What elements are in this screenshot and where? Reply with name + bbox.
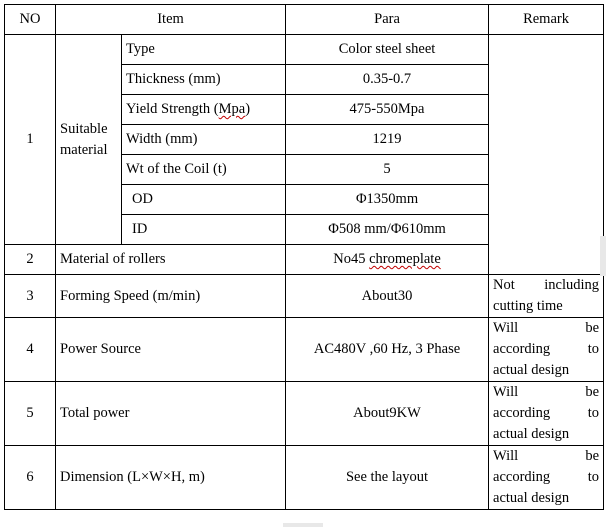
para-value: Φ1350mm bbox=[286, 185, 489, 215]
para-value: AC480V ,60 Hz, 3 Phase bbox=[286, 318, 489, 382]
remark-line: Will be bbox=[493, 448, 600, 464]
sub-item: OD bbox=[122, 185, 286, 215]
row-number: 6 bbox=[5, 446, 56, 510]
para-value: See the layout bbox=[286, 446, 489, 510]
remark-text bbox=[489, 275, 604, 318]
para-pre: No45 bbox=[333, 251, 370, 267]
para-value: Φ508 mm/Φ610mm bbox=[286, 215, 489, 245]
remark-text bbox=[489, 382, 604, 446]
para-value bbox=[286, 245, 489, 275]
header-row bbox=[5, 5, 604, 35]
sub-item: Wt of the Coil (t) bbox=[122, 155, 286, 185]
item-label: Power Source bbox=[56, 318, 286, 382]
suitable-material-line1: Suitable bbox=[60, 120, 108, 137]
remark-line: Will be bbox=[493, 384, 600, 400]
sub-item bbox=[122, 95, 286, 125]
scroll-handle-right bbox=[600, 236, 606, 276]
para-value: About30 bbox=[286, 275, 489, 318]
para-value: 1219 bbox=[286, 125, 489, 155]
remark-line: actual design bbox=[493, 490, 570, 506]
table-row bbox=[5, 318, 604, 382]
item-label: Forming Speed (m/min) bbox=[56, 275, 286, 318]
remark-line: Will be bbox=[493, 320, 600, 336]
remark-line: actual design bbox=[493, 362, 570, 378]
header-no: NO bbox=[5, 5, 56, 35]
remark-line: Not including bbox=[493, 277, 600, 293]
remark-line: according to bbox=[493, 469, 600, 485]
suitable-material-line2: material bbox=[60, 141, 108, 158]
table-row bbox=[5, 35, 604, 65]
remark-empty bbox=[489, 35, 604, 275]
spec-table bbox=[4, 4, 604, 510]
sub-item: Width (mm) bbox=[122, 125, 286, 155]
item-label: Material of rollers bbox=[56, 245, 286, 275]
sub-item-pre: Yield Strength ( bbox=[126, 101, 219, 117]
remark-line: according to bbox=[493, 341, 600, 357]
header-remark: Remark bbox=[489, 5, 604, 35]
row-number: 1 bbox=[5, 35, 56, 245]
row-number: 3 bbox=[5, 275, 56, 318]
sub-item: Type bbox=[122, 35, 286, 65]
spellcheck-word: chromeplate bbox=[369, 251, 441, 267]
remark-text bbox=[489, 446, 604, 510]
row-number: 2 bbox=[5, 245, 56, 275]
row-number: 4 bbox=[5, 318, 56, 382]
sub-item: Thickness (mm) bbox=[122, 65, 286, 95]
scroll-handle-bottom bbox=[283, 523, 323, 527]
row-number: 5 bbox=[5, 382, 56, 446]
remark-line: cutting time bbox=[493, 298, 563, 314]
header-para: Para bbox=[286, 5, 489, 35]
table-row bbox=[5, 275, 604, 318]
item-label: Dimension (L×W×H, m) bbox=[56, 446, 286, 510]
para-value: 5 bbox=[286, 155, 489, 185]
item-label: Total power bbox=[56, 382, 286, 446]
sub-item-post: ) bbox=[245, 101, 251, 117]
remark-line: according to bbox=[493, 405, 600, 421]
para-value: Color steel sheet bbox=[286, 35, 489, 65]
header-item: Item bbox=[56, 5, 286, 35]
para-value: 475-550Mpa bbox=[286, 95, 489, 125]
para-value: About9KW bbox=[286, 382, 489, 446]
table-row bbox=[5, 382, 604, 446]
remark-line: actual design bbox=[493, 426, 570, 442]
suitable-material-label bbox=[56, 35, 122, 245]
sub-item: ID bbox=[122, 215, 286, 245]
para-value: 0.35-0.7 bbox=[286, 65, 489, 95]
table-row bbox=[5, 446, 604, 510]
spellcheck-word: Mpa bbox=[218, 101, 246, 117]
remark-text bbox=[489, 318, 604, 382]
